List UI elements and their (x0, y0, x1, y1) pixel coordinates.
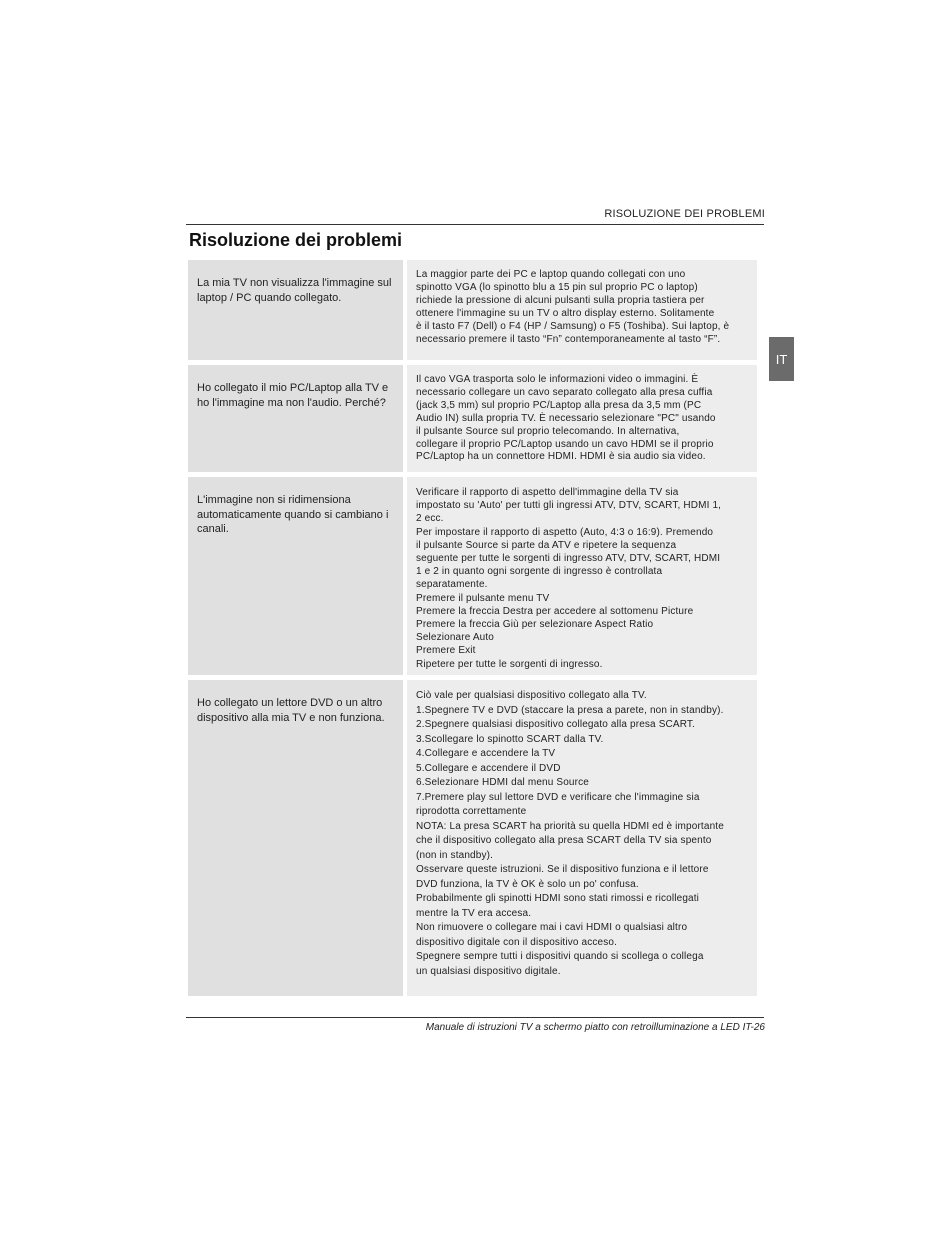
table-row (188, 260, 758, 360)
solution-line: 2.Spegnere qualsiasi dispositivo collegato alla presa SCART. (416, 719, 695, 730)
solution-line: separatamente. (416, 579, 488, 591)
solution-line: Per impostare il rapporto di aspetto (Auto, 4:3 o 16:9). Premendo (416, 526, 714, 538)
solution-line: 3.Scollegare lo spinotto SCART dalla TV. (416, 733, 604, 745)
solution-line: Premere il pulsante menu TV (416, 592, 550, 604)
solution-line: richiede la pressione di alcuni pulsanti sulla propria tastiera per (416, 294, 705, 306)
solution-line: il pulsante Source si parte da ATV e ripetere la sequenza (416, 539, 677, 551)
table-row (188, 680, 758, 996)
troubleshooting-table (188, 260, 758, 1001)
solution-line: La maggior parte dei PC e laptop quando collegati con uno (416, 269, 686, 280)
table-row (188, 477, 758, 675)
solution-line: è il tasto F7 (Dell) o F4 (HP / Samsung) o F5 (Toshiba). Sui laptop, è (416, 320, 730, 332)
solution-line: necessario premere il tasto “Fn” contemporaneamente al tasto “F”. (416, 333, 721, 345)
solution-line: 1 e 2 in quanto ogni sorgente di ingresso è controllata (416, 566, 663, 578)
solution-line: Non rimuovere o collegare mai i cavi HDMI o qualsiasi altro (416, 922, 688, 933)
solution-line: Audio IN) sulla propria TV. È necessario selezionare "PC" usando (416, 412, 716, 424)
solution-line: 6.Selezionare HDMI dal menu Source (416, 777, 589, 788)
solution-line: 1.Spegnere TV e DVD (staccare la presa a parete, non in standby). (416, 704, 724, 716)
solution-line: (jack 3,5 mm) sul proprio PC/Laptop alla presa da 3,5 mm (PC (416, 399, 702, 411)
problem-cell: Ho collegato il mio PC/Laptop alla TV e ho l'immagine ma non l'audio. Perché? (188, 365, 403, 472)
solution-line: Selezionare Auto (416, 632, 495, 644)
section-header-label: RISOLUZIONE DEI PROBLEMI (604, 208, 765, 220)
solution-line: NOTA: La presa SCART ha priorità su quella HDMI ed è importante (416, 820, 724, 832)
solution-line: Ripetere per tutte le sorgenti di ingresso. (416, 658, 603, 670)
solution-line: Premere la freccia Destra per accedere al sottomenu Picture (416, 605, 694, 617)
table-row (188, 365, 758, 472)
solution-cell (407, 365, 757, 472)
top-divider (186, 224, 764, 225)
solution-cell (407, 680, 757, 996)
solution-line: Ciò vale per qualsiasi dispositivo collegato alla TV. (416, 690, 647, 701)
solution-line: Premere Exit (416, 645, 476, 657)
solution-cell (407, 477, 757, 675)
solution-line: 2 ecc. (416, 513, 444, 525)
problem-cell: L'immagine non si ridimensiona automaticamente quando si cambiano i canali. (188, 477, 403, 675)
solution-line: seguente per tutte le sorgenti di ingresso ATV, DTV, SCART, HDMI (416, 553, 721, 565)
language-tab: IT (769, 337, 794, 381)
solution-line: Premere la freccia Giù per selezionare Aspect Ratio (416, 619, 654, 631)
solution-line: Spegnere sempre tutti i dispositivi quando si scollega o collega (416, 951, 704, 962)
solution-line: ottenere l'immagine su un TV o altro display esterno. Solitamente (416, 307, 715, 319)
solution-line: 7.Premere play sul lettore DVD e verificare che l'immagine sia (416, 791, 700, 803)
solution-line: un qualsiasi dispositivo digitale. (416, 965, 561, 977)
problem-cell: Ho collegato un lettore DVD o un altro dispositivo alla mia TV e non funziona. (188, 680, 403, 996)
solution-line: dispositivo digitale con il dispositivo acceso. (416, 936, 618, 948)
solution-line: il pulsante Source sul proprio telecomando. In alternativa, (416, 425, 680, 437)
solution-line: 4.Collegare e accendere la TV (416, 748, 556, 759)
solution-line: spinotto VGA (lo spinotto blu a 15 pin sul proprio PC o laptop) (416, 281, 698, 293)
solution-line: collegare il proprio PC/Laptop usando un cavo HDMI se il proprio (416, 438, 714, 450)
solution-line: DVD funziona, la TV è OK è solo un po' confusa. (416, 878, 639, 890)
solution-line: (non in standby). (416, 849, 494, 861)
solution-line: necessario collegare un cavo separato collegato alla presa cuffia (416, 386, 713, 398)
problem-cell: La mia TV non visualizza l'immagine sul laptop / PC quando collegato. (188, 260, 403, 360)
solution-line: che il dispositivo collegato alla presa SCART della TV sia spento (416, 835, 712, 846)
page-footer: Manuale di istruzioni TV a schermo piatto con retroilluminazione a LED IT-26 (425, 1022, 765, 1033)
solution-line: mentre la TV era accesa. (416, 907, 532, 919)
solution-line: impostato su 'Auto' per tutti gli ingressi ATV, DTV, SCART, HDMI 1, (416, 500, 722, 512)
solution-line: Verificare il rapporto di aspetto dell'immagine della TV sia (416, 487, 679, 498)
solution-line: Osservare queste istruzioni. Se il dispositivo funziona e il lettore (416, 864, 709, 875)
solution-line: 5.Collegare e accendere il DVD (416, 762, 561, 774)
page-title: Risoluzione dei problemi (189, 230, 403, 250)
solution-line: Il cavo VGA trasporta solo le informazioni video o immagini. È (416, 374, 699, 385)
solution-cell (407, 260, 757, 360)
solution-line: riprodotta correttamente (416, 806, 527, 817)
solution-line: Probabilmente gli spinotti HDMI sono stati rimossi e ricollegati (416, 893, 700, 904)
bottom-divider (186, 1017, 764, 1018)
solution-line: PC/Laptop ha un connettore HDMI. HDMI è sia audio sia video. (416, 451, 706, 463)
